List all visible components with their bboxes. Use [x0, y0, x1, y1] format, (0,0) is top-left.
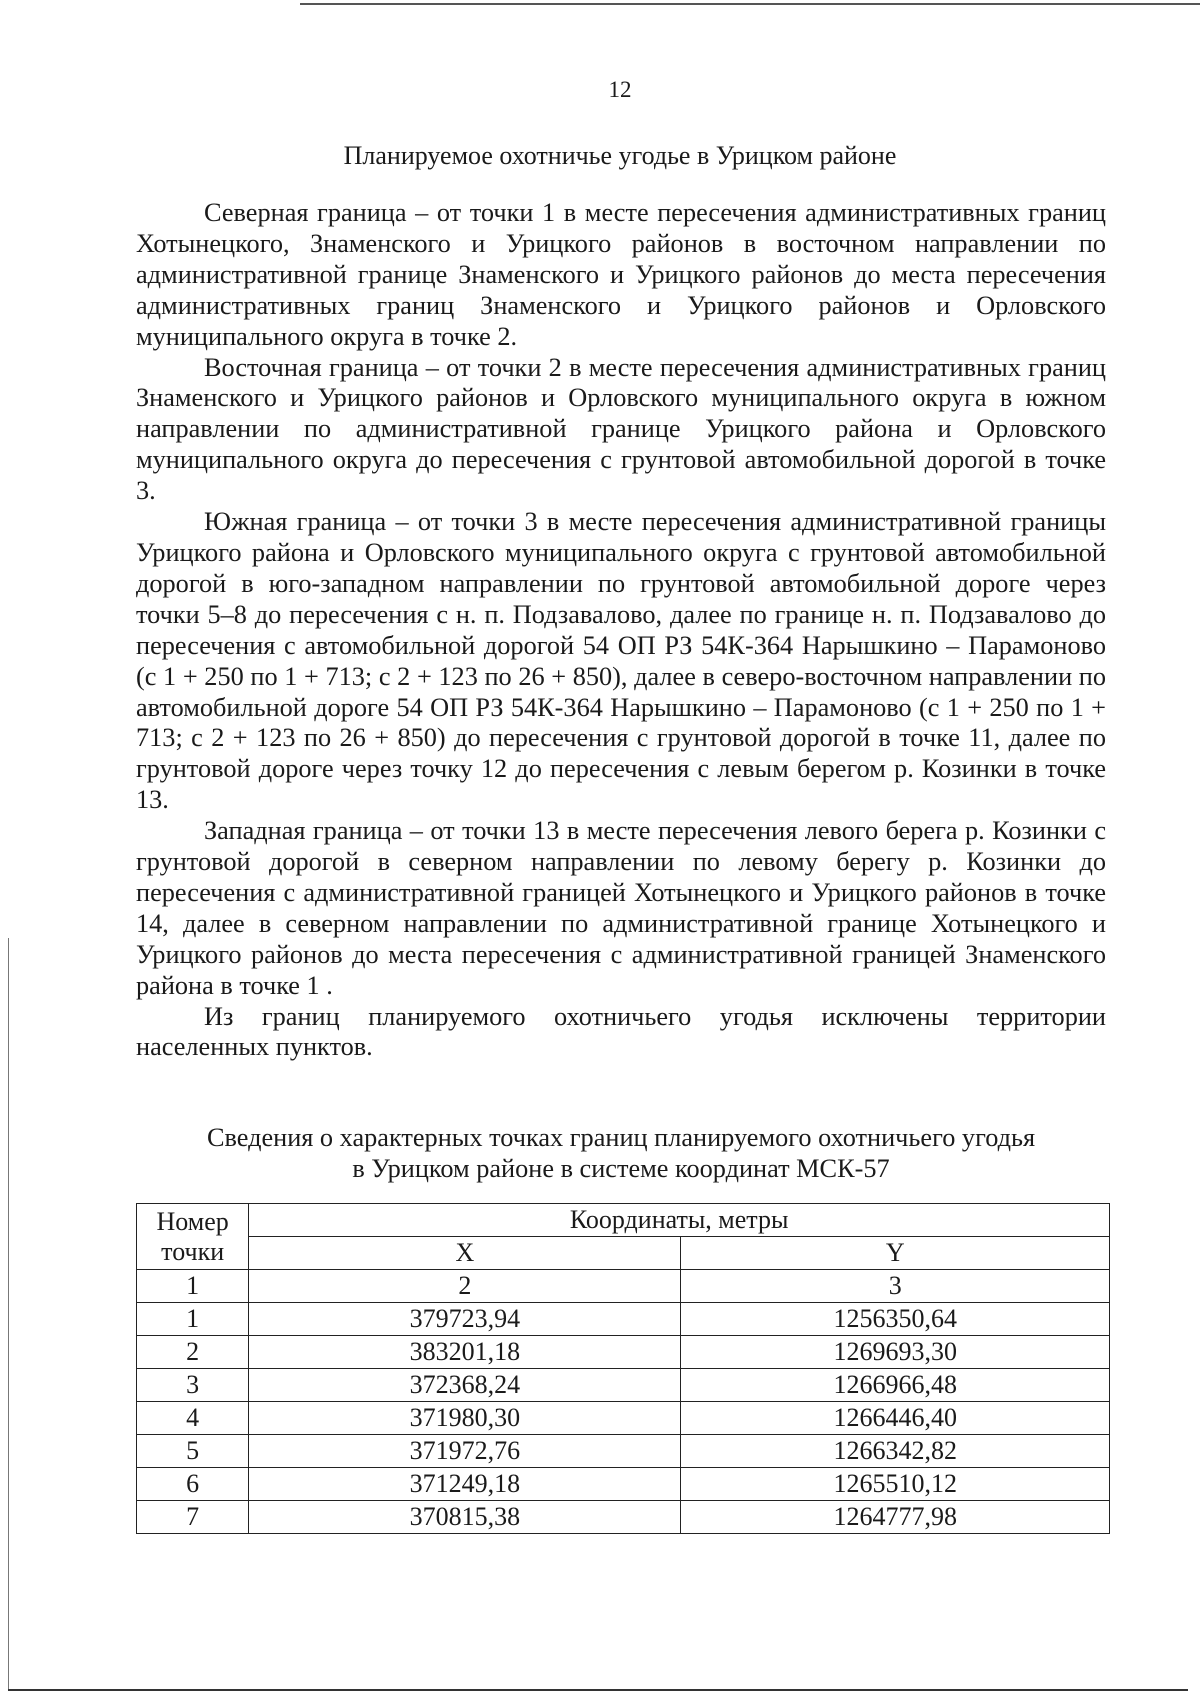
point-number-cell: 2: [137, 1336, 249, 1369]
point-number-cell: 4: [137, 1402, 249, 1435]
table-column-number-row: [137, 1270, 1110, 1303]
x-coordinate-cell: 379723,94: [249, 1303, 681, 1336]
column-number-cell: 3: [681, 1270, 1110, 1303]
x-coordinate-cell: 372368,24: [249, 1369, 681, 1402]
paragraph-south-border: Южная граница – от точки 3 в месте пересечения административной границы Урицкого района и Орловского муниципального округа с грунтовой автомобильной дорогой в юго-западном направлении по грунтовой автомобильной дороге через точки 5–8 до пересечения с н. п. Подзавалово, далее по границе н. п. Подзавалово до пересечения с автомобильной дорогой 54 ОП РЗ 54К-364 Нарышкино – Парамоново (с 1 + 250 по 1 + 713; с 2 + 123 по 26 + 850), далее в северо-восточном направлении по автомобильной дороге 54 ОП РЗ 54К-364 Нарышкино – Парамоново (с 1 + 250 по 1 + 713; с 2 + 123 по 26 + 850) до пересечения с грунтовой дорогой в точке 11, далее по грунтовой дороге через точку 12 до пересечения с левым берегом р. Козинки в точке 13.: [136, 507, 1106, 815]
table-row: [137, 1468, 1110, 1501]
paragraph-west-border: Западная граница – от точки 13 в месте пересечения левого берега р. Козинки с грунтовой дорогой в северном направлении по левому берегу р. Козинки до пересечения с административной границей Хотынецкого и Урицкого районов в точке 14, далее в северном направлении по административной границе Хотынецкого и Урицкого районов до места пересечения с административной границей Знаменского района в точке 1 .: [136, 816, 1106, 1000]
table-row: [137, 1369, 1110, 1402]
table-row: [137, 1402, 1110, 1435]
y-coordinate-cell: 1266342,82: [681, 1435, 1110, 1468]
point-number-cell: 5: [137, 1435, 249, 1468]
x-coordinate-cell: 371249,18: [249, 1468, 681, 1501]
coordinates-table: [136, 1203, 1110, 1534]
table-caption-line-1: Сведения о характерных точках границ планируемого охотничьего угодья: [206, 1123, 1036, 1152]
table-caption-line-2: в Урицком районе в системе координат МСК-57: [352, 1154, 890, 1183]
table-row: [137, 1303, 1110, 1336]
body-text: [136, 198, 1106, 1063]
paragraph-north-border: Северная граница – от точки 1 в месте пересечения административных границ Хотынецкого, Знаменского и Урицкого районов в восточном направлении по административной границе Знаменского и Урицкого районов до места пересечения административных границ Знаменского и Урицкого районов и Орловского муниципального округа в точке 2.: [136, 198, 1106, 351]
paragraph-exclusions: Из границ планируемого охотничьего угодья исключены территории населенных пунктов.: [136, 1001, 1106, 1062]
x-coordinate-cell: 383201,18: [249, 1336, 681, 1369]
x-coordinate-cell: 371972,76: [249, 1435, 681, 1468]
column-number-cell: 1: [137, 1270, 249, 1303]
header-point-number: Номер точки: [137, 1204, 249, 1270]
scan-edge-left: [8, 938, 9, 1690]
point-number-cell: 1: [137, 1303, 249, 1336]
x-coordinate-cell: 371980,30: [249, 1402, 681, 1435]
header-x: X: [249, 1237, 681, 1270]
y-coordinate-cell: 1269693,30: [681, 1336, 1110, 1369]
point-number-cell: 3: [137, 1369, 249, 1402]
y-coordinate-cell: 1266966,48: [681, 1369, 1110, 1402]
page-title: Планируемое охотничье угодье в Урицком районе: [343, 141, 897, 170]
column-number-cell: 2: [249, 1270, 681, 1303]
y-coordinate-cell: 1264777,98: [681, 1501, 1110, 1534]
scan-edge-bottom: [8, 1689, 1188, 1691]
table-subheader-row: [137, 1237, 1110, 1270]
point-number-cell: 7: [137, 1501, 249, 1534]
table-header-row: [137, 1204, 1110, 1237]
scan-edge-top: [300, 3, 1200, 5]
table-row: [137, 1435, 1110, 1468]
header-y: Y: [681, 1237, 1110, 1270]
table-row: [137, 1336, 1110, 1369]
y-coordinate-cell: 1266446,40: [681, 1402, 1110, 1435]
point-number-cell: 6: [137, 1468, 249, 1501]
x-coordinate-cell: 370815,38: [249, 1501, 681, 1534]
table-row: [137, 1501, 1110, 1534]
table-caption: [136, 1122, 1106, 1184]
paragraph-east-border: Восточная граница – от точки 2 в месте пересечения административных границ Знаменского и Урицкого районов и Орловского муниципального округа в южном направлении по административной границе Урицкого района и Орловского муниципального округа до пересечения с грунтовой автомобильной дорогой в точке 3.: [136, 352, 1106, 506]
y-coordinate-cell: 1256350,64: [681, 1303, 1110, 1336]
y-coordinate-cell: 1265510,12: [681, 1468, 1110, 1501]
page-number: 12: [608, 77, 632, 102]
header-coordinates: Координаты, метры: [249, 1204, 1110, 1237]
